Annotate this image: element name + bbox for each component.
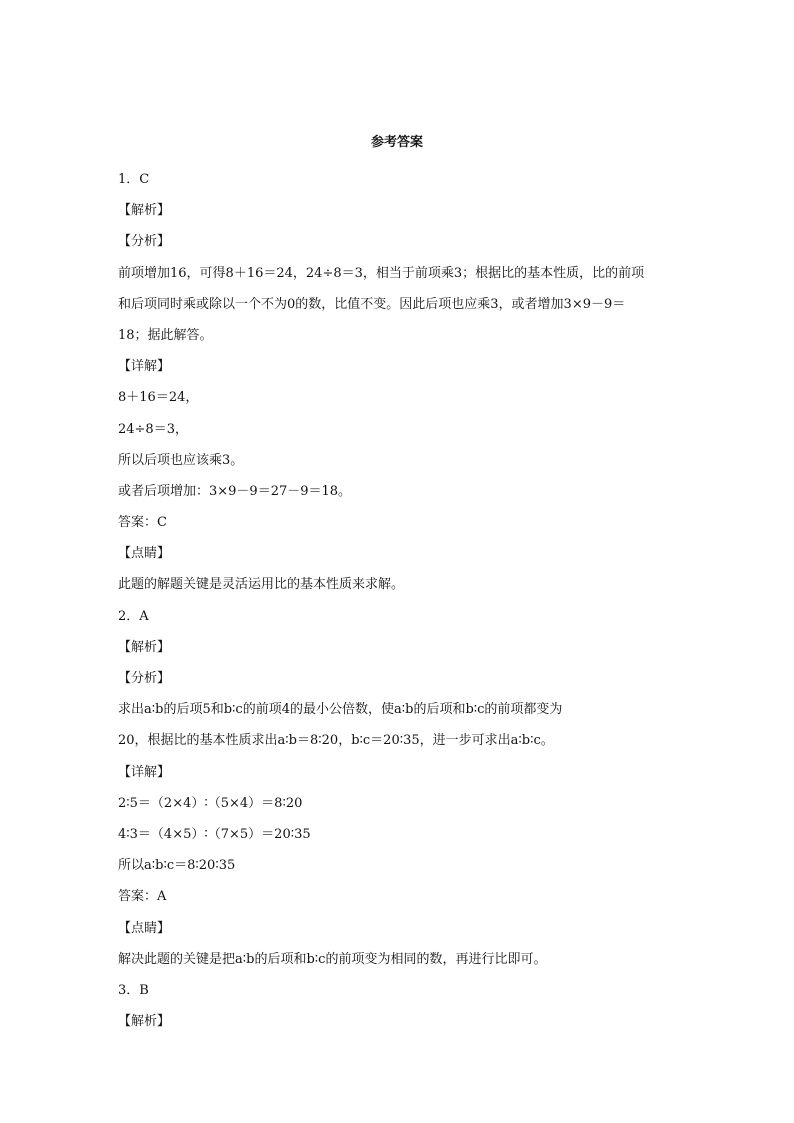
page-title: 参考答案	[370, 135, 423, 150]
text-line: 20，根据比的基本性质求出a∶b＝8∶20，b∶c＝20∶35，进一步可求出a∶b∶c。	[118, 733, 554, 749]
section-label: 【解析】	[118, 1014, 171, 1030]
text-line: 4∶3＝（4×5）∶（7×5）＝20∶35	[118, 826, 311, 842]
text-line: 此题的解题关键是灵活运用比的基本性质来求解。	[118, 577, 405, 593]
answer-number: 1．C	[118, 172, 150, 187]
text-line: 18；据此解答。	[118, 327, 213, 343]
answer-number: 3．B	[118, 982, 149, 998]
text-line: 解决此题的关键是把a∶b的后项和b∶c的前项变为相同的数，再进行比即可。	[118, 951, 547, 967]
section-label: 【点睛】	[118, 920, 171, 936]
answer-line: 答案：C	[118, 515, 167, 531]
section-label: 【详解】	[118, 764, 171, 780]
text-line: 前项增加16，可得8＋16＝24，24÷8＝3，相当于前项乘3；根据比的基本性质，比的前项	[118, 265, 645, 281]
text-line: 24÷8＝3，	[118, 421, 188, 437]
section-label: 【分析】	[118, 671, 171, 686]
section-label: 【详解】	[118, 359, 171, 375]
text-line: 8＋16＝24，	[118, 390, 199, 406]
text-line: 或者后项增加：3×9－9＝27－9＝18。	[118, 483, 352, 499]
section-label: 【分析】	[118, 234, 171, 250]
text-line: 和后项同时乘或除以一个不为0的数，比值不变。因此后项也应乘3，或者增加3×9－9＝	[118, 296, 626, 312]
answer-number: 2．A	[118, 608, 149, 624]
text-line: 所以a∶b∶c＝8∶20∶35	[118, 858, 236, 874]
section-label: 【解析】	[118, 639, 171, 655]
answer-content	[118, 164, 683, 1037]
text-line: 所以后项也应该乘3。	[118, 452, 244, 468]
answer-line: 答案：A	[118, 889, 167, 905]
text-line: 求出a∶b的后项5和b∶c的前项4的最小公倍数，使a∶b的后项和b∶c的前项都变为	[118, 702, 563, 718]
section-label: 【解析】	[118, 203, 171, 219]
section-label: 【点睛】	[118, 546, 171, 562]
text-line: 2∶5＝（2×4）∶（5×4）＝8∶20	[118, 795, 303, 811]
